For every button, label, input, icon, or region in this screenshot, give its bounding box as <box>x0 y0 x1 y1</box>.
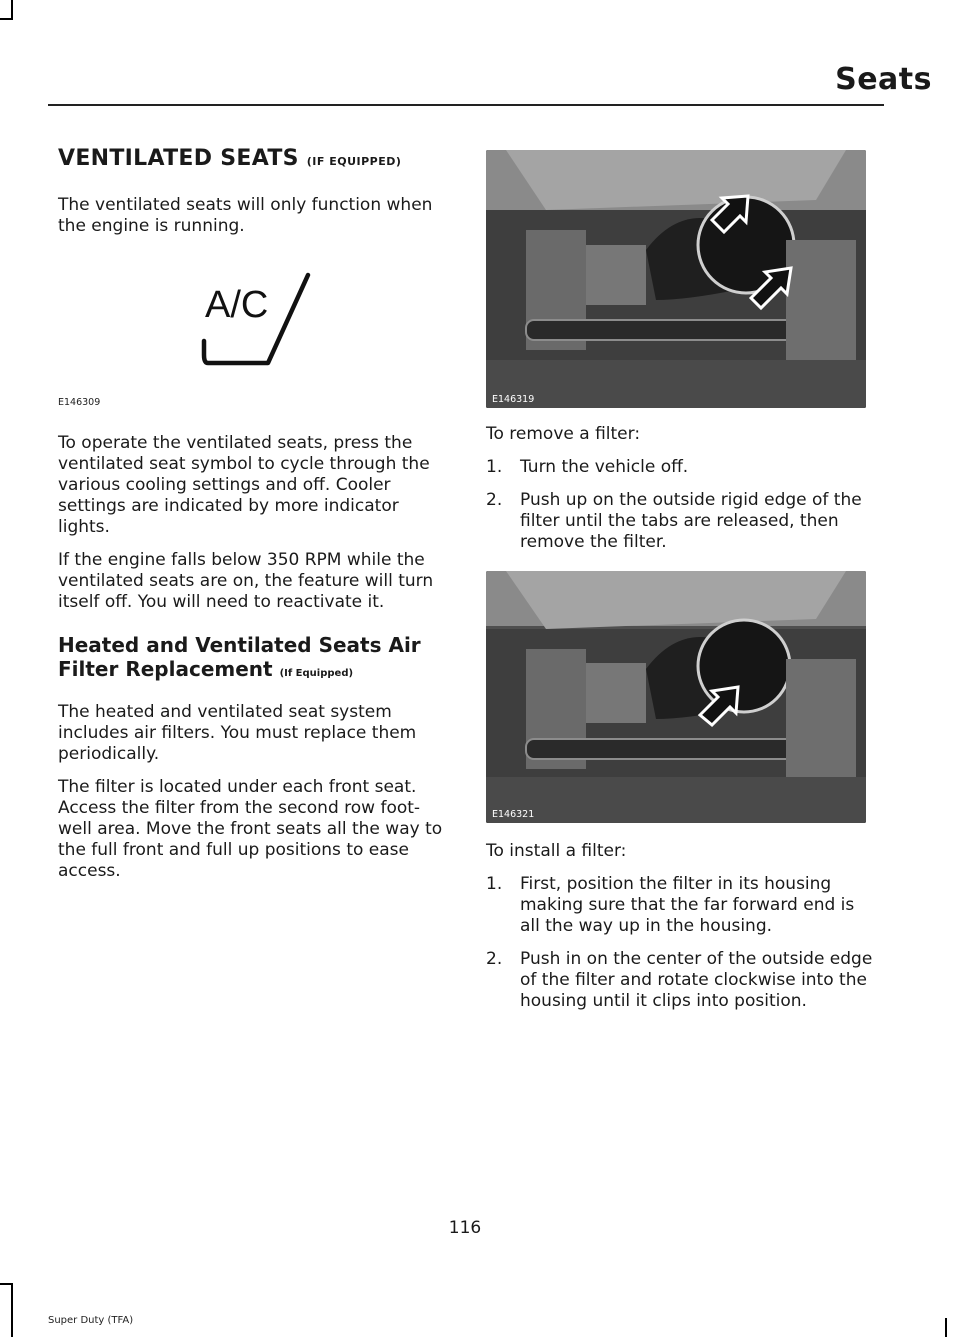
section-heading-text: VENTILATED SEATS <box>58 146 299 171</box>
location-paragraph: The filter is located under each front seat. Access the filter from the second row foot-well area. Move the front seats all the way to the full front and full up positions to ease access. <box>58 777 443 881</box>
filter-subheading-text: Heated and Ventilated Seats Air Filter Replacement <box>58 633 421 681</box>
figure-code-3: E146321 <box>492 809 535 820</box>
filters-paragraph: The heated and ventilated seat system includes air filters. You must replace them periodically. <box>58 702 417 764</box>
crop-mark-tl-v <box>11 0 13 20</box>
page-number: 116 <box>448 1218 482 1238</box>
list-item <box>486 457 878 478</box>
list-item <box>486 490 878 553</box>
crop-mark-bl-v <box>11 1283 13 1337</box>
remove-title: To remove a filter: <box>486 424 641 444</box>
remove-steps <box>486 457 878 553</box>
list-item <box>486 874 878 937</box>
step-number: 2. <box>486 490 503 510</box>
figure-code-2: E146319 <box>492 394 535 405</box>
footer-text: Super Duty (TFA) <box>48 1315 134 1326</box>
crop-mark-br-v <box>945 1318 947 1337</box>
filter-subheading-note: (If Equipped) <box>279 668 354 679</box>
install-title: To install a filter: <box>486 841 627 861</box>
filter-subheading <box>58 633 450 686</box>
step-number: 1. <box>486 457 503 477</box>
ac-seat-figure <box>58 271 450 421</box>
left-column <box>58 146 450 894</box>
underseat-filter-illustration <box>486 150 866 408</box>
figure-code-1: E146309 <box>58 397 101 408</box>
step-text: Turn the vehicle off. <box>520 457 689 477</box>
step-text: Push up on the outside rigid edge of the filter until the tabs are released, then remove the filter. <box>520 490 862 552</box>
header-rule <box>48 104 884 106</box>
step-number: 2. <box>486 949 503 969</box>
list-item <box>486 949 878 1012</box>
right-column <box>486 146 878 1024</box>
ac-icon-label: A/C <box>205 284 269 326</box>
ventilated-seat-icon <box>58 271 450 401</box>
step-text: Push in on the center of the outside edge of the filter and rotate clockwise into the housing until it clips into position. <box>520 949 873 1011</box>
section-heading-note: (IF EQUIPPED) <box>306 155 402 168</box>
underseat-filter-illustration <box>486 571 866 823</box>
rpm-paragraph: If the engine falls below 350 RPM while the ventilated seats are on, the feature will turn itself off. You will need to reactivate it. <box>58 550 434 612</box>
crop-mark-bl-h <box>0 1283 13 1285</box>
intro-paragraph: The ventilated seats will only function when the engine is running. <box>58 195 433 236</box>
filter-install-photo <box>486 571 866 823</box>
page-header-title: Seats <box>835 62 932 97</box>
step-number: 1. <box>486 874 503 894</box>
operate-paragraph: To operate the ventilated seats, press the ventilated seat symbol to cycle through the various cooling settings and off. Cooler settings are indicated by more indicator lights. <box>58 433 430 537</box>
install-steps <box>486 874 878 1012</box>
crop-mark-tl-h <box>0 18 13 20</box>
filter-removal-photo <box>486 150 866 408</box>
step-text: First, position the filter in its housing making sure that the far forward end is all the way up in the housing. <box>520 874 855 936</box>
section-heading <box>58 146 450 171</box>
